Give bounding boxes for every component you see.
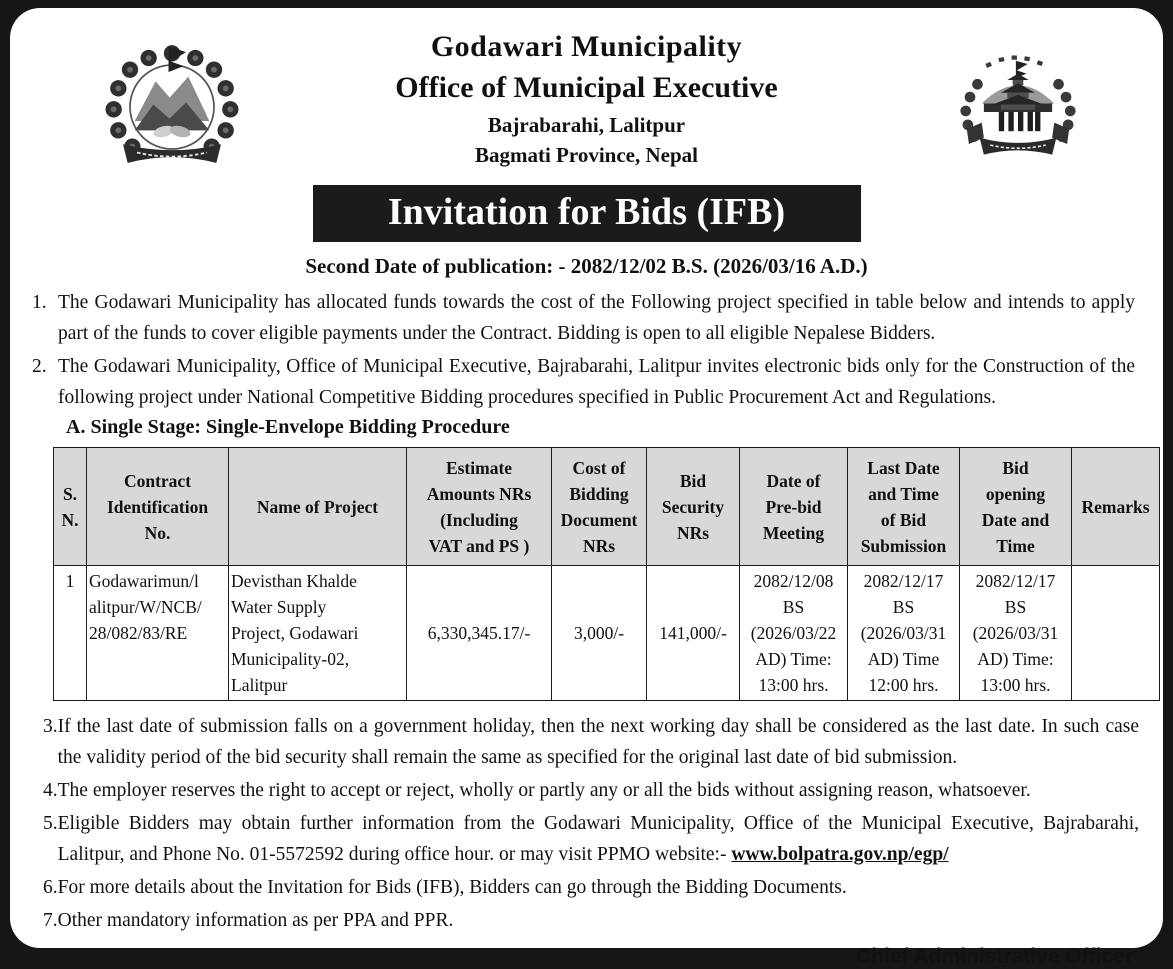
notice-item-1 xyxy=(24,287,1149,349)
col-header-prebid: Date of Pre-bid Meeting xyxy=(740,448,848,566)
col-header-contract-id: Contract Identification No. xyxy=(87,448,229,566)
municipality-title: Godawari Municipality xyxy=(430,30,743,63)
col-header-project-name: Name of Project xyxy=(229,448,407,566)
notice-text: The Godawari Municipality, Office of Municipal Executive, Bajrabarahi, Lalitpur invites electronic bids only for the Construction of the following project under National Competitive Bidding procedures specified in Public Procurement Act and Regulations. xyxy=(58,356,1135,408)
cell-doc-cost: 3,000/- xyxy=(552,566,647,701)
cell-submission: 2082/12/17 BS (2026/03/31 AD) Time 12:00 hrs. xyxy=(848,566,960,701)
notice-item-3 xyxy=(24,711,1149,773)
notice-item-2 xyxy=(24,351,1149,413)
nepal-coat-of-arms-icon xyxy=(102,36,242,178)
notice-text: Other mandatory information as per PPA and PPR. xyxy=(57,910,454,931)
notice-number: 1. xyxy=(32,292,47,313)
col-header-submission: Last Date and Time of Bid Submission xyxy=(848,448,960,566)
notice-number: 3. xyxy=(43,716,58,737)
notice-text: The employer reserves the right to accept or reject, wholly or partly any or all the bids without assigning reason, whatsoever. xyxy=(57,780,1031,801)
notice-item-6 xyxy=(24,872,1149,903)
notice-item-5 xyxy=(24,808,1149,870)
notice-number: 6. xyxy=(43,877,58,898)
province-line: Bagmati Province, Nepal xyxy=(474,143,698,167)
top-notices xyxy=(24,287,1149,413)
godawari-municipality-seal-icon xyxy=(954,46,1082,178)
ifb-banner: Invitation for Bids (IFB) xyxy=(313,185,861,242)
cell-contract-id: Godawarimun/l alitpur/W/NCB/ 28/082/83/RE xyxy=(87,566,229,701)
table-row xyxy=(54,566,1160,701)
notice-text-part: Eligible Bidders may obtain further information from the Godawari Municipality, Office of the Municipal Executive, Bajrabarahi, Lalitpur, and Phone No. 01-5572592 during office hour. or may visit PPMO website:- xyxy=(57,813,1139,865)
notice-number: 2. xyxy=(32,356,47,377)
notice-number: 4. xyxy=(43,780,58,801)
address-line: Bajrabarahi, Lalitpur xyxy=(487,113,686,137)
notice-number: 7. xyxy=(43,910,58,931)
office-title: Office of Municipal Executive xyxy=(395,71,778,104)
letterhead xyxy=(24,30,1149,279)
cell-prebid: 2082/12/08 BS (2026/03/22 AD) Time: 13:00 hrs. xyxy=(740,566,848,701)
col-header-bid-security: Bid Security NRs xyxy=(647,448,740,566)
cell-estimate: 6,330,345.17/- xyxy=(407,566,552,701)
notice-item-7 xyxy=(24,905,1149,936)
col-header-sn: S. N. xyxy=(54,448,87,566)
col-header-remarks: Remarks xyxy=(1072,448,1160,566)
table-header-row xyxy=(54,448,1160,566)
notice-item-4 xyxy=(24,775,1149,806)
bids-table xyxy=(53,447,1160,701)
procedure-heading: A. Single Stage: Single-Envelope Bidding Procedure xyxy=(66,416,510,438)
notice-text: If the last date of submission falls on a government holiday, then the next working day shall be considered as the last date. In such case the validity period of the bid security shall remain the same as specified for the original last date of bid submission. xyxy=(57,716,1139,768)
cell-remarks xyxy=(1072,566,1160,701)
bottom-notices xyxy=(24,711,1149,936)
cell-project-name: Devisthan Khalde Water Supply Project, Godawari Municipality-02, Lalitpur xyxy=(229,566,407,701)
cell-bid-security: 141,000/- xyxy=(647,566,740,701)
cell-opening: 2082/12/17 BS (2026/03/31 AD) Time: 13:00 hrs. xyxy=(960,566,1072,701)
col-header-estimate: Estimate Amounts NRs (Including VAT and PS ) xyxy=(407,448,552,566)
col-header-opening: Bid opening Date and Time xyxy=(960,448,1072,566)
cell-sn: 1 xyxy=(54,566,87,701)
publication-date-line: Second Date of publication: - 2082/12/02 B.S. (2026/03/16 A.D.) xyxy=(305,254,868,278)
document-sheet xyxy=(10,8,1163,968)
notice-text: For more details about the Invitation for Bids (IFB), Bidders can go through the Bidding Documents. xyxy=(57,877,847,898)
signature-title: Chief Administrative Officer xyxy=(856,945,1133,968)
notice-text: The Godawari Municipality has allocated funds towards the cost of the Following project specified in table below and intends to apply part of the funds to cover eligible payments under the Contract. Bidding is open to all eligible Nepalese Bidders. xyxy=(58,292,1135,344)
col-header-doc-cost: Cost of Bidding Document NRs xyxy=(552,448,647,566)
ppmo-website-link[interactable]: www.bolpatra.gov.np/egp/ xyxy=(731,844,949,865)
notice-text xyxy=(58,808,1149,870)
notice-number: 5. xyxy=(43,813,58,834)
